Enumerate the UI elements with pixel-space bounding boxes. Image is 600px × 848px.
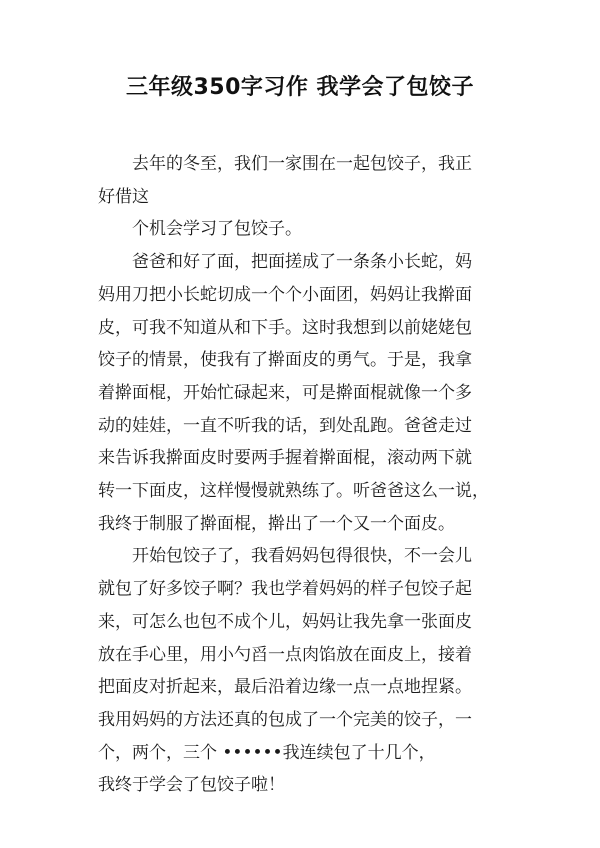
text-line: 个机会学习了包饺子。: [132, 219, 302, 240]
text-line: 我终于制服了擀面棍，擀出了一个又一个面皮。: [98, 513, 455, 534]
text-line: 我终于学会了包饺子啦！: [98, 775, 285, 796]
text-line: 着擀面棍，开始忙碌起来，可是擀面棍就像一个多: [98, 382, 472, 403]
text-line: 饺子的情景，使我有了擀面皮的勇气。于是，我拿: [98, 350, 472, 371]
text-line: 妈用刀把小长蛇切成一个个小面团，妈妈让我擀面: [98, 284, 472, 305]
text-line: 爸爸和好了面，把面搓成了一条条小长蛇，妈: [132, 252, 472, 273]
text-line: 放在手心里，用小勺舀一点肉馅放在面皮上，接着: [98, 644, 472, 665]
text-line: 转一下面皮，这样慢慢就熟练了。听爸爸这么一说，: [98, 481, 489, 502]
text-line: 来告诉我擀面皮时要两手握着擀面棍，滚动两下就: [98, 448, 472, 469]
document-title: 三年级350字习作 我学会了包饺子: [125, 75, 475, 100]
text-line: 就包了好多饺子啊？我也学着妈妈的样子包饺子起: [98, 579, 472, 600]
text-line: 个，两个，三个 ••••••我连续包了十几个，: [98, 742, 436, 763]
text-line: 动的娃娃，一直不听我的话，到处乱跑。爸爸走过: [98, 415, 472, 436]
text-line: 来，可怎么也包不成个儿，妈妈让我先拿一张面皮: [98, 611, 472, 632]
text-line: 去年的冬至，我们一家围在一起包饺子，我正: [132, 154, 472, 174]
text-line: 把面皮对折起来，最后沿着边缘一点一点地捏紧。: [98, 677, 472, 698]
text-line: 皮，可我不知道从和下手。这时我想到以前姥姥包: [98, 317, 472, 338]
text-line: 开始包饺子了，我看妈妈包得很快，不一会儿: [132, 546, 472, 567]
text-line: 好借这: [98, 186, 149, 207]
text-line: 我用妈妈的方法还真的包成了一个完美的饺子，一: [98, 709, 472, 730]
document-body: [98, 148, 518, 802]
